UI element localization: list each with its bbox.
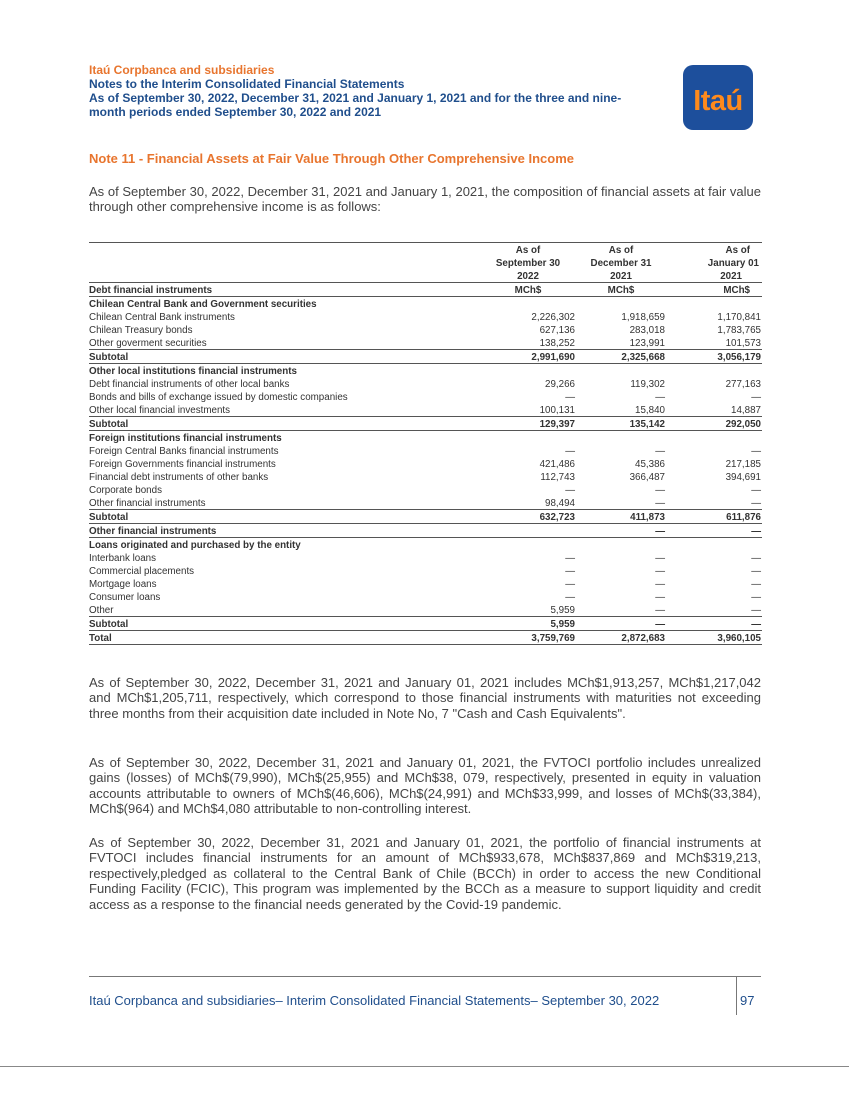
table-row <box>89 444 762 457</box>
col-head-2-line2: December 31 <box>590 257 652 269</box>
row-value-col-2 <box>576 297 666 311</box>
col-head-3-line1: As of <box>725 244 750 256</box>
page-bottom-rule <box>0 1066 849 1067</box>
row-value-col-2: 135,142 <box>576 417 666 431</box>
row-value-col-1: — <box>565 591 575 603</box>
row-value-col-2 <box>576 431 666 445</box>
col-head-2-unit: MCh$ <box>576 283 666 297</box>
table-row <box>89 457 762 470</box>
row-label: Foreign Governments financial instruments <box>89 458 276 470</box>
col-head-1-line2: September 30 <box>495 257 561 269</box>
table-body <box>89 297 762 645</box>
row-value-col-3: — <box>666 617 762 631</box>
table-subtotal-row <box>89 524 762 538</box>
row-value-col-1 <box>480 364 576 378</box>
row-label: Foreign institutions financial instruments <box>89 432 282 444</box>
row-label: Subtotal <box>89 617 480 631</box>
row-value-col-2: 366,487 <box>629 471 665 483</box>
row-value-col-3 <box>666 538 762 552</box>
row-value-col-2: — <box>655 391 665 403</box>
table-subtotal-row <box>89 350 762 364</box>
row-value-col-1: 29,266 <box>545 378 575 390</box>
table-row <box>89 496 762 510</box>
row-label: Foreign Central Banks financial instruments <box>89 445 279 457</box>
row-label: Consumer loans <box>89 591 161 603</box>
row-value-col-2: 283,018 <box>629 324 665 336</box>
table-total-row <box>89 631 762 645</box>
col-head-1-line1: As of <box>515 244 541 256</box>
row-value-col-3: — <box>751 591 761 603</box>
paragraph-1: As of September 30, 2022, December 31, 2021 and January 01, 2021 includes MCh$1,913,257, MCh$1,217,042 and MCh$1,205,711, respectively, which correspond to those financial instruments with maturities not exceeding three months from their acquisition date included in Note No, 7 "Cash and Cash Equivalents". <box>89 675 761 721</box>
row-value-col-3: — <box>751 578 761 590</box>
row-value-col-1: — <box>565 484 575 496</box>
row-value-col-2: 119,302 <box>630 378 665 390</box>
table-row <box>89 551 762 564</box>
col-head-3-unit: MCh$ <box>666 283 762 297</box>
header-subtitle: Notes to the Interim Consolidated Financial Statements <box>89 77 405 91</box>
row-label: Debt financial instruments of other local banks <box>89 378 290 390</box>
footer-separator <box>736 977 737 1015</box>
row-label: Other financial instruments <box>89 497 206 509</box>
row-label: Mortgage loans <box>89 578 157 590</box>
row-value-col-1: 129,397 <box>480 417 576 431</box>
table-subtotal-row <box>89 510 762 524</box>
row-value-col-1: 112,743 <box>540 471 575 483</box>
table-row <box>89 590 762 603</box>
row-value-col-3: — <box>751 445 761 457</box>
footer-rule <box>89 976 761 977</box>
row-label: Interbank loans <box>89 552 156 564</box>
row-value-col-1 <box>480 297 576 311</box>
row-value-col-2: 411,873 <box>576 510 666 524</box>
row-value-col-1: 5,959 <box>550 604 575 616</box>
row-value-col-2: 123,991 <box>629 337 665 349</box>
row-label: Other local financial investments <box>89 404 231 416</box>
row-value-col-1: 5,959 <box>480 617 576 631</box>
table-section-row <box>89 538 762 552</box>
row-value-col-3: 1,783,765 <box>717 324 761 336</box>
row-value-col-3 <box>666 297 762 311</box>
financial-assets-table <box>89 242 762 645</box>
row-value-col-1: 627,136 <box>539 324 575 336</box>
row-value-col-1 <box>480 431 576 445</box>
row-value-col-1: 138,252 <box>539 337 575 349</box>
row-value-col-1: 632,723 <box>480 510 576 524</box>
table-subtotal-row <box>89 417 762 431</box>
row-label: Other local institutions financial instruments <box>89 365 297 377</box>
row-value-col-3: — <box>751 552 761 564</box>
row-value-col-2: — <box>655 565 665 577</box>
row-value-col-3: 14,887 <box>731 404 761 416</box>
row-value-col-2: — <box>655 445 665 457</box>
intro-paragraph: As of September 30, 2022, December 31, 2021 and January 1, 2021, the composition of financial assets at fair value through other comprehensive income is as follows: <box>89 184 761 214</box>
row-value-col-3: 394,691 <box>725 471 761 483</box>
row-value-col-2: — <box>655 578 665 590</box>
row-value-col-2: 1,918,659 <box>621 311 665 323</box>
row-value-col-3: 611,876 <box>666 510 762 524</box>
row-label: Chilean Treasury bonds <box>89 324 193 336</box>
row-label: Other goverment securities <box>89 337 207 349</box>
header-period-line2: month periods ended September 30, 2022 and 2021 <box>89 105 382 119</box>
row-value-col-2: — <box>655 591 665 603</box>
row-value-col-2: 2,325,668 <box>576 350 666 364</box>
row-value-col-3: — <box>666 524 762 538</box>
col-head-3-year: 2021 <box>666 269 762 283</box>
row-value-col-3: 1,170,841 <box>717 311 761 323</box>
table-section-row <box>89 297 762 311</box>
row-value-col-1: — <box>565 565 575 577</box>
table-row <box>89 390 762 403</box>
col-head-2-line1: As of <box>608 244 634 256</box>
row-value-col-2 <box>576 538 666 552</box>
row-value-col-2: — <box>655 604 665 616</box>
row-value-col-3: — <box>751 565 761 577</box>
col-head-1-unit: MCh$ <box>480 283 576 297</box>
row-value-col-1 <box>480 524 576 538</box>
row-label: Loans originated and purchased by the entity <box>89 539 301 551</box>
row-value-col-1: — <box>565 578 575 590</box>
table-row <box>89 577 762 590</box>
row-label: Total <box>89 631 480 645</box>
row-value-col-3: 277,163 <box>725 378 761 390</box>
row-value-col-1: — <box>565 445 575 457</box>
row-value-col-3: 101,573 <box>725 337 761 349</box>
row-value-col-2 <box>576 364 666 378</box>
row-value-col-3 <box>666 431 762 445</box>
row-label: Chilean Central Bank instruments <box>89 311 235 323</box>
row-label: Other financial instruments <box>89 524 480 538</box>
table-row <box>89 483 762 496</box>
table-row <box>89 564 762 577</box>
row-label: Subtotal <box>89 350 480 364</box>
table-row <box>89 336 762 350</box>
row-label: Commercial placements <box>89 565 195 577</box>
row-value-col-1: 421,486 <box>539 458 575 470</box>
note-title: Note 11 - Financial Assets at Fair Value Through Other Comprehensive Income <box>89 151 574 166</box>
first-col-head: Debt financial instruments <box>89 283 480 297</box>
row-value-col-2: — <box>655 484 665 496</box>
logo-text: Itaú <box>693 85 743 117</box>
row-value-col-2: — <box>655 552 665 564</box>
row-label: Chilean Central Bank and Government securities <box>89 298 317 310</box>
table-subtotal-row <box>89 617 762 631</box>
header-period-line1: As of September 30, 2022, December 31, 2021 and January 1, 2021 and for the three and nine- <box>89 91 622 105</box>
row-value-col-3: 3,056,179 <box>666 350 762 364</box>
paragraph-2: As of September 30, 2022, December 31, 2021 and January 01, 2021, the FVTOCI portfolio includes unrealized gains (losses) of MCh$(79,990), MCh$(25,955) and MCh$38, 079, respectively, presented in equity in valuation accounts attributable to owners of MCh$(46,606), MCh$(24,991) and MCh$33,999, and losses of MCh$(33,384), MCh$(964) and MCh$4,080 attributable to non-controlling interest. <box>89 755 761 817</box>
row-value-col-3: — <box>751 497 761 509</box>
row-label: Subtotal <box>89 510 480 524</box>
table-row <box>89 310 762 323</box>
footer-text: Itaú Corpbanca and subsidiaries– Interim Consolidated Financial Statements– September 30, 2022 <box>89 993 660 1008</box>
paragraph-3: As of September 30, 2022, December 31, 2021 and January 01, 2021, the portfolio of financial instruments at FVTOCI includes financial instruments for an amount of MCh$933,678, MCh$837,869 and MCh$319,213, respectively,pledged as collateral to the Central Bank of Chile (BCCh) in order to access the new Conditional Funding Facility (FCIC), This program was implemented by the BCCh as a measure to support liquidity and credit access as a response to the financial needs generated by the Covid-19 pandemic. <box>89 835 761 912</box>
row-value-col-2: — <box>576 524 666 538</box>
row-label: Corporate bonds <box>89 484 162 496</box>
table-section-row <box>89 431 762 445</box>
table-row <box>89 470 762 483</box>
row-value-col-3: 217,185 <box>725 458 761 470</box>
row-value-col-1: 2,991,690 <box>480 350 576 364</box>
row-value-col-1: 100,131 <box>539 404 575 416</box>
row-value-col-1: 98,494 <box>545 497 575 509</box>
row-value-col-2: — <box>655 497 665 509</box>
itau-logo <box>683 65 753 130</box>
row-value-col-2: 45,386 <box>635 458 665 470</box>
row-value-col-1 <box>480 538 576 552</box>
row-value-col-3: 3,960,105 <box>666 631 762 645</box>
page-number: 97 <box>740 993 755 1008</box>
table-section-row <box>89 364 762 378</box>
document-header <box>89 63 669 119</box>
table-row <box>89 603 762 617</box>
row-value-col-2: 15,840 <box>635 404 665 416</box>
row-label: Bonds and bills of exchange issued by domestic companies <box>89 391 348 403</box>
row-value-col-3 <box>666 364 762 378</box>
col-head-1-year: 2022 <box>480 269 576 283</box>
row-value-col-3: — <box>751 604 761 616</box>
row-label: Subtotal <box>89 417 480 431</box>
row-value-col-2: — <box>576 617 666 631</box>
row-value-col-3: 292,050 <box>666 417 762 431</box>
table-row <box>89 377 762 390</box>
row-value-col-2: 2,872,683 <box>576 631 666 645</box>
row-value-col-3: — <box>751 484 761 496</box>
row-value-col-1: — <box>565 552 575 564</box>
table-row <box>89 403 762 417</box>
table-row <box>89 323 762 336</box>
row-value-col-1: — <box>565 391 575 403</box>
col-head-2-year: 2021 <box>576 269 666 283</box>
row-value-col-3: — <box>751 391 761 403</box>
row-label: Financial debt instruments of other banks <box>89 471 269 483</box>
row-value-col-1: 2,226,302 <box>531 311 575 323</box>
row-label: Other <box>89 604 114 616</box>
col-head-3-line2: January 01 <box>707 257 759 269</box>
company-name: Itaú Corpbanca and subsidiaries <box>89 63 275 77</box>
row-value-col-1: 3,759,769 <box>480 631 576 645</box>
